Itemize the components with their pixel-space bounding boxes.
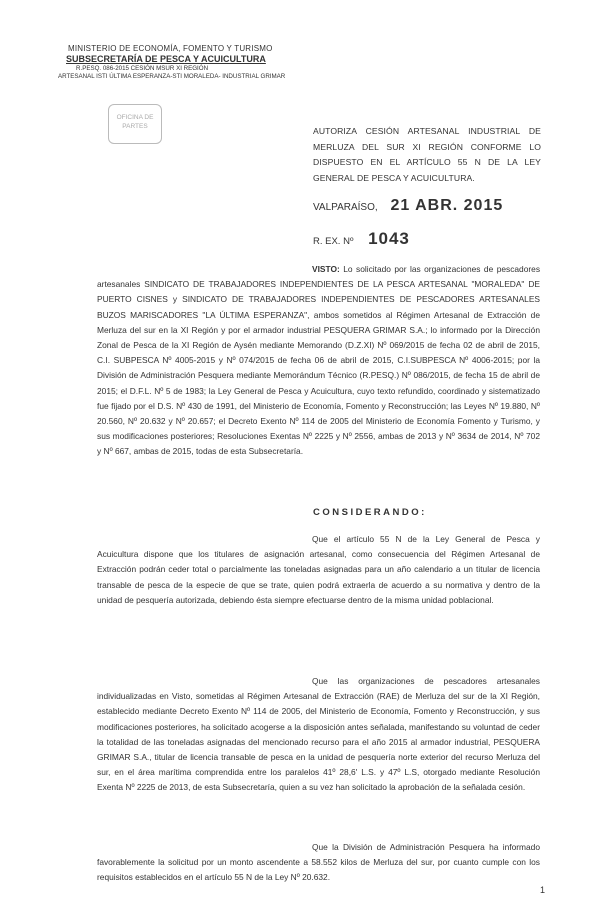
visto-label: VISTO:: [312, 264, 340, 274]
considerando-title: CONSIDERANDO:: [313, 507, 427, 518]
date-line: [313, 197, 503, 215]
considerando-paragraph-2: Que las organizaciones de pescadores artesanales individualizadas en Visto, sometidas al Régimen Artesanal de Extracción (RAE) de Merluza del sur de la XI Región, establecido mediante Decreto Exento Nº 114 de 2005, del Ministerio de Economía, Fomento y Reconstrucción, y sus modificaciones posteriores, ha solicitado acogerse a la disposición antes señalada, manifestando su voluntad de ceder la totalidad de las toneladas asignadas del mencionado recurso para el año 2015 al armador industrial, PESQUERA GRIMAR S.A., titular de licencia transable de pesca en la unidad de pesquería norte exterior del recurso Merluza del sur, en el área marítima comprendida entre los paralelos 41º 28,6' L.S. y 47º L.S, otorgado mediante Resolución Exenta Nº 2225 de 2013, de esta Subsecretaría, quien a su vez han solicitado la aprobación de la señalada cesión.: [97, 676, 540, 793]
resolution-subject: AUTORIZA CESIÓN ARTESANAL INDUSTRIAL DE MERLUZA DEL SUR XI REGIÓN CONFORME LO DISPUESTO EN EL ARTÍCULO 55 N DE LA LEY GENERAL DE PESCA Y ACUICULTURA.: [313, 126, 541, 183]
considerando-paragraph-3: Que la División de Administración Pesquera ha informado favorablemente la solicitud por un monto ascendente a 58.552 kilos de Merluza del sur, por cuanto cumple con los requisitos establecidos en el artículo 55 N de la Ley Nº 20.632.: [97, 842, 540, 883]
resolution-label: R. EX. Nº: [313, 236, 354, 247]
date-city: VALPARAÍSO,: [313, 202, 378, 213]
reference-line-2: ARTESANAL ISTI ÚLTIMA ESPERANZA-STI MORALEDA- INDUSTRIAL GRIMAR: [58, 73, 286, 80]
visto-section: [97, 262, 540, 460]
visto-text: Lo solicitado por las organizaciones de pescadores artesanales SINDICATO DE TRABAJADORES INDEPENDIENTES DE LA PESCA ARTESANAL "MORALEDA" DE PUERTO CISNES y SINDICATO DE TRABAJADORES INDEPENDIENTES DE PESCADORES ARTESANALES BUZOS MARISCADORES "LA ÚLTIMA ESPERANZA", ambos sometidos al Régimen Artesanal de Extracción de Merluza del sur en la XI Región y por el armador industrial PESQUERA GRIMAR S.A.; lo informado por la Dirección Zonal de Pesca de la XI Región de Aysén mediante Memorando (D.Z.XI) Nº 069/2015 de fecha 02 de abril de 2015, C.I. SUBPESCA Nº 4005-2015 y Nº 074/2015 de fecha 06 de abril de 2015, C.I.SUBPESCA Nº 4006-2015; por la División de Administración Pesquera mediante Memorándum Técnico (R.PESQ.) Nº 086/2015, de fecha 15 de abril de 2015; el D.F.L. Nº 5 de 1983; la Ley General de Pesca y Acuicultura, cuyo texto refundido, coordinado y sistematizado fue fijado por el D.S. Nº 430 de 1991, del Ministerio de Economía, Fomento y Reconstrucción; las Leyes Nº 19.880, Nº 20.560, Nº 20.632 y Nº 20.657; el Decreto Exento Nº 114 de 2005 del Ministerio de Economía Fomento y Turismo, y sus modificaciones posteriores; Resoluciones Exentas Nº 2225 y Nº 2556, ambas de 2013 y Nº 3634 de 2014, Nº 702 y Nº 667, ambas de 2015, todas de esta Subsecretaría.: [97, 264, 541, 457]
letterhead: [58, 44, 318, 80]
reference-line-1: R.PESQ. 086-2015 CESIÓN MSUR XI REGIÓN: [76, 65, 209, 72]
office-stamp: OFICINA DE PARTES: [108, 104, 162, 144]
resolution-number: 1043: [368, 229, 410, 248]
considerando-paragraph-1: Que el artículo 55 N de la Ley General de Pesca y Acuicultura dispone que los titulares de asignación artesanal, como consecuencia del Régimen Artesanal de Extracción podrán ceder total o parcialmente las toneladas asignadas para un año calendario a un titular de licencia transable de pesca de la especie de que se trate, quien podrá extraerla de acuerdo a su normativa y dentro de la unidad de pesquería autorizada, debiendo ésta siempre efectuarse dentro de la misma unidad poblacional.: [97, 534, 540, 605]
ministry-name: MINISTERIO DE ECONOMÍA, FOMENTO Y TURISMO: [68, 44, 273, 53]
resolution-number-line: [313, 229, 410, 249]
date-value: 21 ABR. 2015: [390, 197, 504, 214]
page-number: 1: [540, 885, 546, 895]
subsecretaria-name: SUBSECRETARÍA DE PESCA Y ACUICULTURA: [66, 54, 266, 64]
